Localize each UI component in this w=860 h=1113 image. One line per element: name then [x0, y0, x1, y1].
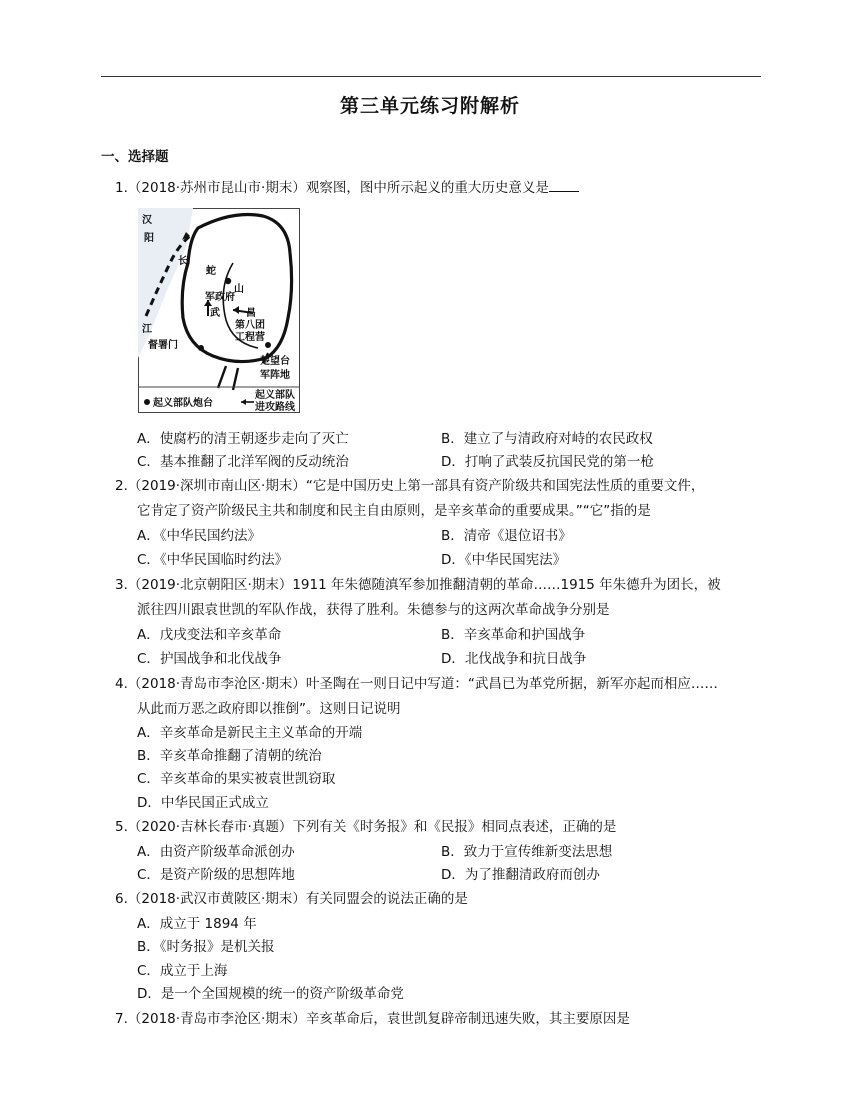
wuchang-uprising-map — [138, 208, 300, 413]
option-c: C．辛亥革命的果实被袁世凯窃取 — [137, 771, 336, 787]
option-b: B．辛亥革命和护国战争 — [441, 627, 586, 643]
question-4-line2: 从此而万恶之政府即以推倒”。这则日记说明 — [137, 701, 401, 717]
question-1 — [115, 177, 579, 197]
option-c: C．成立于上海 — [137, 963, 228, 979]
map-label-wu: 武 — [210, 308, 220, 319]
question-stem: 观察图，图中所示起义的重大历史意义是 — [305, 180, 549, 196]
option-c: C．基本推翻了北洋军阀的反动统治 — [137, 454, 349, 470]
map-label-position: 军阵地 — [260, 370, 290, 381]
option-d: D．中华民国正式成立 — [137, 795, 269, 811]
option-d: D．北伐战争和抗日战争 — [441, 651, 587, 667]
map-label-jiang: 江 — [142, 324, 152, 335]
question-4: 4.（2018·青岛市李沧区·期末）叶圣陶在一则日记中写道：“武昌已为革党所据，新军亦起而相应…… — [115, 676, 718, 692]
option-c: C．护国战争和北伐战争 — [137, 651, 282, 667]
map-label-chuwangtai: 楚望台 — [260, 356, 290, 367]
option-b: B．建立了与清政府对峙的农民政权 — [441, 431, 653, 447]
map-label-governor-gate: 督署门 — [148, 340, 178, 351]
legend-route-1: 起义部队 — [255, 390, 295, 401]
option-a: A．使腐朽的清王朝逐步走向了灭亡 — [137, 431, 349, 447]
map-label-8th-regiment: 第八团 — [235, 320, 265, 331]
page-title: 第三单元练习附解析 — [339, 95, 520, 117]
map-label-chang: 长 — [178, 256, 188, 267]
option-b: B．《时务报》是机关报 — [137, 939, 275, 955]
header-rule — [101, 76, 761, 77]
question-source: （2018·苏州市昆山市·期末） — [127, 180, 306, 196]
question-6: 6.（2018·武汉市黄陂区·期末）有关同盟会的说法正确的是 — [115, 891, 468, 907]
legend-artillery: 起义部队炮台 — [153, 398, 213, 409]
option-a: A．《中华民国约法》 — [137, 528, 261, 544]
question-2: 2.（2019·深圳市南山区·期末）“它是中国历史上第一部具有资产阶级共和国宪法性质的重要文件， — [115, 478, 705, 494]
option-b: B．清帝《退位诏书》 — [441, 528, 572, 544]
question-5: 5.（2020·吉林长春市·真题）下列有关《时务报》和《民报》相同点表述，正确的是 — [115, 819, 617, 835]
map-label-she: 蛇 — [206, 266, 216, 277]
question-number: 1. — [115, 180, 128, 196]
map-label-han: 汉 — [142, 215, 152, 226]
question-2-line2: 它肯定了资产阶级民主共和制度和民主自由原则，是辛亥革命的重要成果。”“它”指的是 — [137, 503, 651, 519]
question-3-line2: 派往四川跟袁世凯的军队作战，获得了胜利。朱德参与的这两次革命战争分别是 — [137, 602, 610, 618]
option-b: B．致力于宣传维新变法思想 — [441, 844, 613, 860]
question-7: 7.（2018·青岛市李沧区·期末）辛亥革命后，袁世凯复辟帝制迅速失败，其主要原因是 — [115, 1011, 630, 1027]
option-d: D．《中华民国宪法》 — [441, 552, 567, 568]
option-d: D．打响了武装反抗国民党的第一枪 — [441, 454, 654, 470]
option-a: A．辛亥革命是新民主主义革命的开端 — [137, 725, 363, 741]
answer-blank — [549, 177, 579, 192]
map-label-shan: 山 — [234, 284, 244, 295]
option-b: B．辛亥革命推翻了清朝的统治 — [137, 748, 322, 764]
option-a: A．戊戌变法和辛亥革命 — [137, 627, 282, 643]
section-heading: 一、选择题 — [101, 149, 169, 165]
option-c: C．《中华民国临时约法》 — [137, 552, 289, 568]
question-3: 3.（2019·北京朝阳区·期末）1911 年朱德随滇军参加推翻清朝的革命……1915 年朱德升为团长，被 — [115, 577, 721, 593]
map-label-chang2: 昌 — [246, 308, 256, 319]
map-label-yang: 阳 — [144, 233, 154, 244]
option-a: A．由资产阶级革命派创办 — [137, 844, 295, 860]
map-label-government: 军政府 — [205, 292, 235, 303]
option-a: A．成立于 1894 年 — [137, 916, 257, 932]
option-c: C．是资产阶级的思想阵地 — [137, 867, 295, 883]
legend-route-2: 进攻路线 — [255, 402, 295, 413]
option-d: D．为了推翻清政府而创办 — [441, 867, 600, 883]
map-label-engineering-battalion: 工程营 — [235, 332, 265, 343]
option-d: D．是一个全国规模的统一的资产阶级革命党 — [137, 986, 404, 1002]
